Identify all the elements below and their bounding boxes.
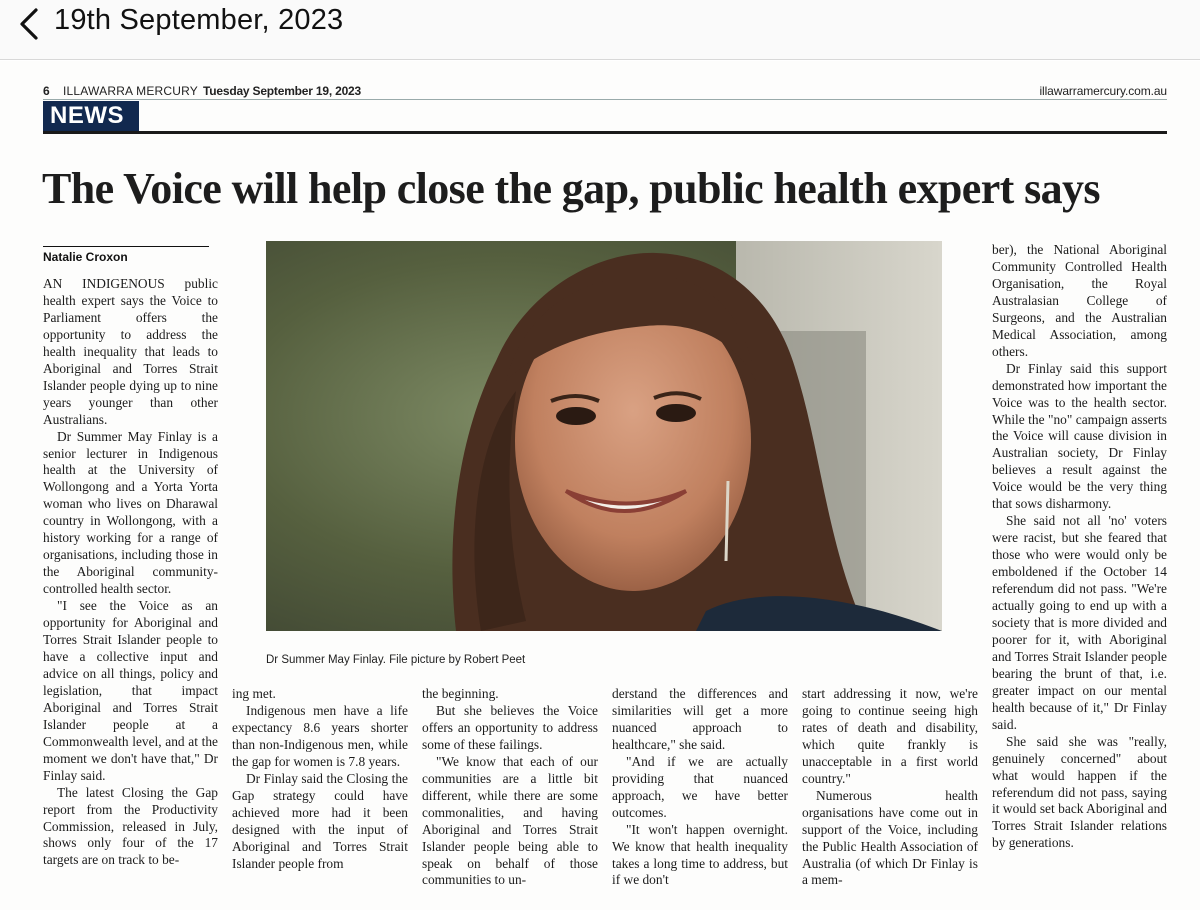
- byline: Natalie Croxon: [43, 250, 128, 264]
- article-paragraph: The latest Closing the Gap report from the Productivity Commission, released in July, shows only four of the 17 targets are on track to be-: [43, 784, 218, 868]
- issue-date: Tuesday September 19, 2023: [203, 84, 361, 98]
- article-paragraph: She said she was "really, genuinely concerned" about what would happen if the referendum did not pass, saying it would set back Aboriginal and Torres Strait Islander relations by generations.: [992, 733, 1167, 851]
- article-paragraph: ber), the National Aboriginal Community Controlled Health Organisation, the Royal Australasian College of Surgeons, and the Australian Medical Association, among others.: [992, 242, 1167, 359]
- article-paragraph: Dr Summer May Finlay is a senior lecturer in Indigenous health at the University of Wollongong and a Yorta Yorta woman who lives on Dharawal country in Wollongong, with a history working for a range of organisations, including those in the Aboriginal community-controlled health sector.: [43, 428, 218, 597]
- article-paragraph: the beginning.: [422, 686, 499, 701]
- article-column-3: [422, 686, 598, 889]
- article-paragraph: Dr Finlay said this support demonstrated how important the Voice was to the health sector. While the "no" campaign asserts the Voice will cause division in Australian society, Dr Finlay believes a result against the Voice would be the very thing that sows disharmony.: [992, 360, 1167, 512]
- article-paragraph: "I see the Voice as an opportunity for Aboriginal and Torres Strait Islander people to have a collective input and advice on all things, policy and legislation, that impact Aboriginal and Torres Strait Islander people at a Commonwealth level, and at the moment we don't have that," Dr Finlay said.: [43, 598, 218, 783]
- article-column-5: [802, 686, 978, 889]
- article-column-1: [43, 276, 218, 869]
- back-button[interactable]: [16, 6, 46, 42]
- article-column-6: [992, 242, 1167, 852]
- article-column-2: [232, 686, 408, 872]
- article-paragraph: start addressing it now, we're going to continue seeing high rates of death and disability, which quite frankly is unacceptable in a first world country.": [802, 686, 978, 786]
- section-rule: [43, 131, 1167, 134]
- article-paragraph: "We know that each of our communities are a little bit different, while there are some commonalities, and having Aboriginal and Torres Strait Islander people being able to speak on behalf of those communities to un-: [422, 753, 598, 888]
- page-folio: [43, 84, 1167, 100]
- nav-title: 19th September, 2023: [54, 4, 344, 36]
- article-paragraph: ing met.: [232, 686, 276, 701]
- article-photo: [266, 241, 942, 631]
- page-number: 6: [43, 84, 50, 98]
- article-paragraph: Numerous health organisations have come out in support of the Voice, including the Public Health Association of Australia (of which Dr Finlay is a mem-: [802, 787, 978, 888]
- top-navigation-bar: [0, 0, 1200, 60]
- article-paragraph: "It won't happen overnight. We know that health inequality takes a long time to address, but if we don't: [612, 821, 788, 888]
- byline-rule: [43, 246, 209, 247]
- article-paragraph: Indigenous men have a life expectancy 8.6 years shorter than non-Indigenous men, while the gap for women is 7.8 years.: [232, 702, 408, 769]
- article-column-4: [612, 686, 788, 889]
- article-paragraph: AN INDIGENOUS public health expert says the Voice to Parliament offers the opportunity to address the health inequality that leads to Aboriginal and Torres Strait Islander people dying up to nine years younger than other Australians.: [43, 276, 218, 427]
- chevron-left-icon: [16, 6, 46, 42]
- masthead: ILLAWARRA MERCURY: [63, 84, 198, 98]
- article-paragraph: Dr Finlay said the Closing the Gap strategy could have achieved more had it been designed with the input of Aboriginal and Torres Strait Islander people from: [232, 770, 408, 871]
- article-paragraph: "And if we are actually providing that nuanced approach, we have better outcomes.: [612, 753, 788, 820]
- website: illawarramercury.com.au: [1039, 84, 1167, 98]
- article-paragraph: derstand the differences and similarities will get a more nuanced approach to healthcare," she said.: [612, 686, 788, 752]
- article-paragraph: But she believes the Voice offers an opportunity to address some of these failings.: [422, 702, 598, 752]
- photo-caption: Dr Summer May Finlay. File picture by Robert Peet: [266, 654, 526, 666]
- section-label: NEWS: [43, 101, 139, 131]
- article-headline: The Voice will help close the gap, public health expert says: [42, 164, 1100, 213]
- article-paragraph: She said not all 'no' voters were racist, but she feared that those who were would only be emboldened if the October 14 referendum did not pass. "We're actually going to end up with a society that is more divided and poorer for it, with Aboriginal and Torres Strait Islander people bearing the brunt of that, i.e. greater impact on our mental health because of it," Dr Finlay said.: [992, 513, 1167, 732]
- folio-rule: [43, 99, 1167, 100]
